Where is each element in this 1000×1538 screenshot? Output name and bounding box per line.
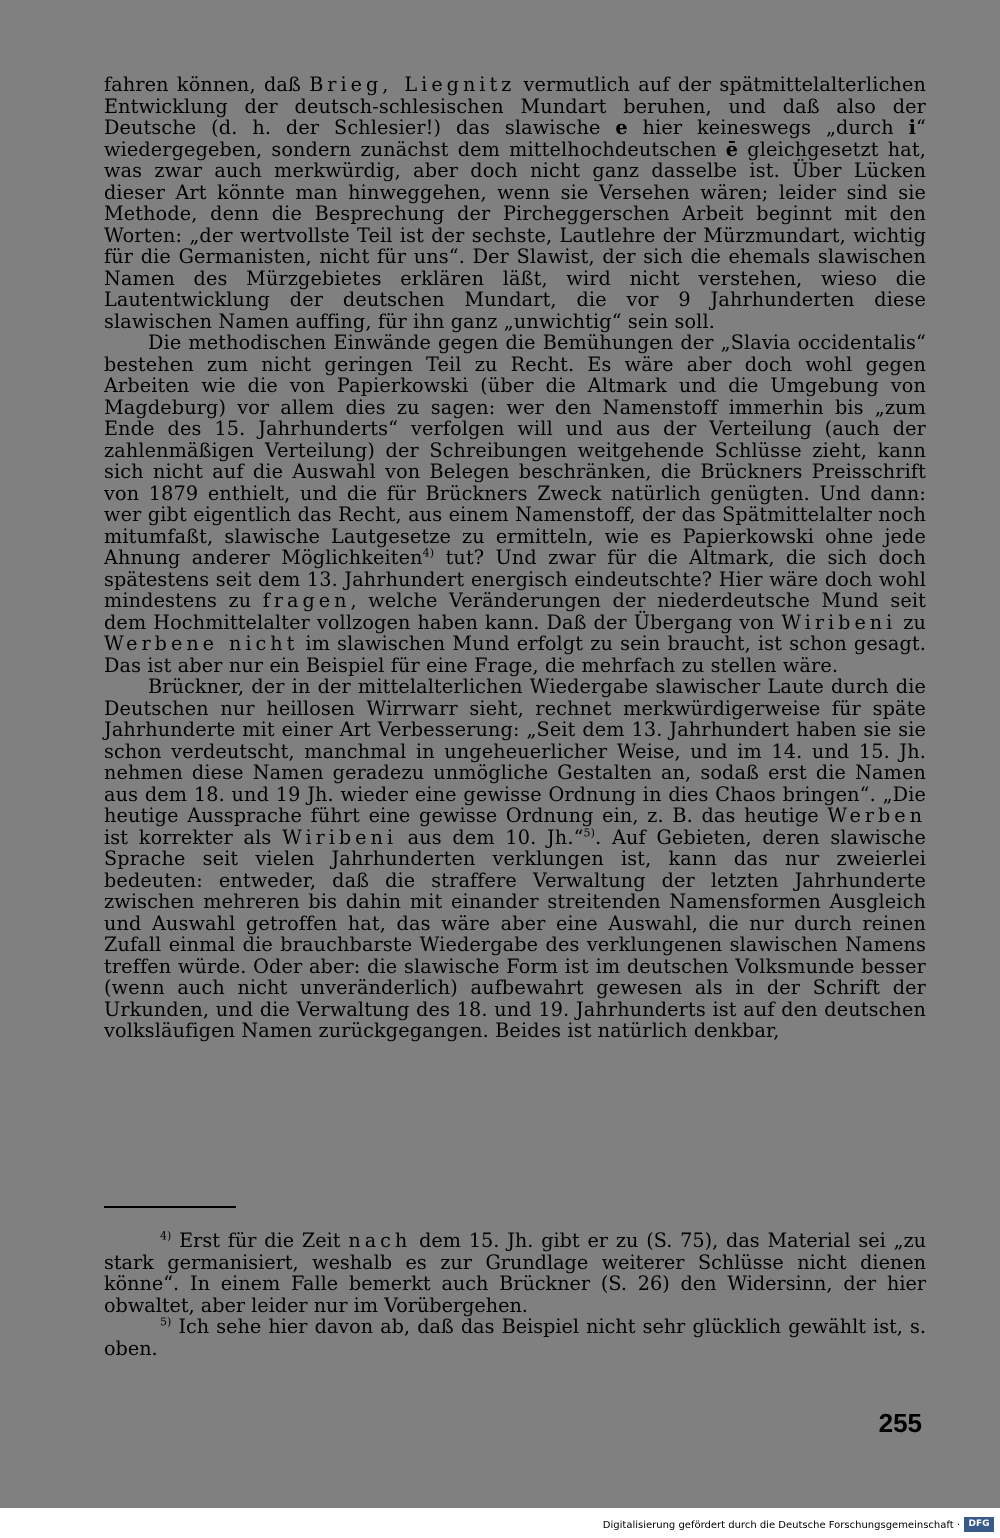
dfg-logo-icon[interactable]: DFG [964,1517,994,1532]
footnotes [104,1230,926,1359]
page-body [104,74,926,1042]
spaced-word-wiribeni: Wiribeni [282,825,398,849]
text-run: Die methodischen Einwände gegen die Bemühungen der „Slavia occidentalis“ bestehen zum nicht geringen Teil zu Recht. Es wäre aber doch wohl gegen Arbeiten wie die von Papierkowski (über die Altmark und die Umgebung von Magdeburg) vor allem dies zu sagen: wer den Namenstoff immerhin bis „zum Ende des 15. Jahrhunderts“ verfolgen will und aus der Verteilung (auch der zahlenmäßigen Verteilung) der Schreibungen weitgehende Schlüsse zieht, kann sich nicht auf die Auswahl von Belegen beschränken, die Brückners Preisschrift von 1879 enthielt, und die für Brückners Zweck natürlich genügten. Und dann: wer gibt eigentlich das Recht, aus einem Namenstoff, der das Spätmittelalter noch mitumfaßt, slawische Lautgesetze zu ermitteln, wie es Papierkowski ohne jede Ahnung anderer Möglichkeiten [104,331,926,569]
digitization-footer [0,1508,1000,1538]
footnote-marker: 5) [160,1315,172,1329]
paragraph-1 [104,74,926,332]
text-run: fahren können, daß [104,73,310,96]
text-run: tut? Und zwar für die Altmark, die sich doch spätestens seit dem 13. Jahrhundert energisch eindeutschte? Hier wäre doch wohl mindestens zu [104,546,926,612]
footnote-divider [104,1206,236,1208]
text-run: . Auf Gebieten, deren slawische Sprache seit vielen Jahrhunderten verklungen ist, kann das nur zweierlei bedeuten: entweder, daß die straffere Verwaltung der letzten Jahrhunderte zwischen mehreren bis dahin mit einander streitenden Namensformen Ausgleich und Auswahl getroffen hat, das wäre aber eine Auswahl, die nur durch reinen Zufall einmal die brauchbarste Wiedergabe des verklungenen slawischen Namens treffen würde. Oder aber: die slawische Form ist im deutschen Volksmunde besser (wenn auch nicht unveränderlich) aufbewahrt gewesen als in der Schrift der Urkunden, und die Verwaltung des 18. und 19. Jahrhunderts ist auf den deutschen volksläufigen Namen zurückgegangen. Beides ist natürlich denkbar, [104,825,926,1042]
bold-letter-e: e [615,116,628,139]
text-run: , welche Veränderungen der niederdeutsche Mund seit dem Hochmittelalter vollzogen haben kann. Daß der Übergang von [104,589,926,634]
footnote-marker: 4) [160,1229,172,1243]
text-run: vermutlich auf der spätmittelalterlichen Entwicklung der deutsch-schlesischen Mundart beruhen, und daß also der Deutsche (d. h. der Schlesier!) das slawische [104,73,926,139]
spaced-word-wiribeni: Wiribeni [781,610,897,634]
spaced-word-werben: Werben [827,804,926,827]
footnote-ref-4[interactable]: 4) [422,546,435,560]
footer-credit: Digitalisierung gefördert durch die Deutsche Forschungsgemeinschaft · [602,1520,960,1531]
footnote-5 [104,1316,926,1359]
bold-letter-e-macron: ē [725,137,739,161]
spaced-word-nach: nach [348,1229,412,1252]
text-run: Ich sehe hier davon ab, daß das Beispiel nicht sehr glücklich gewählt ist, s. oben. [104,1315,926,1360]
text-run: gleichgesetzt hat, was zwar auch merkwürdig, aber doch nicht ganz dasselbe ist. Über Lücken dieser Art könnte man hinweggehen, wenn sie Versehen wären; leider sind sie Methode, denn die Besprechung der Pircheggerschen Arbeit beginnt mit den Worten: „der wertvollste Teil ist der sechste, Lautlehre der Mürzmundart, wichtig für die Germanisten, nicht für uns“. Der Slawist, der sich die ehemals slawischen Namen des Mürzgebietes erklären läßt, wird nicht verstehen, wieso die Lautentwicklung der deutschen Mundart, die vor 9 Jahrhunderten diese slawischen Namen auffing, für ihn ganz „unwichtig“ sein soll. [104,137,926,333]
spaced-word-fragen: fragen [262,589,351,612]
bold-letter-i: i [908,116,917,139]
text-run: aus dem 10. Jh.“ [397,825,584,849]
paragraph-3 [104,676,926,1042]
footnote-4 [104,1230,926,1316]
text-run: zu [896,610,926,634]
spaced-place-names: Brieg, Liegnitz [309,73,516,96]
spaced-word-werbene: Werbene nicht [104,632,299,655]
text-run: ist korrekter als [104,825,283,849]
text-run: Brückner, der in der mittelalterlichen Wiedergabe slawischer Laute durch die Deutschen nur heillosen Wirrwarr sieht, rechnet merkwürdigerweise für späte Jahrhunderte mit einer Art Verbesserung: „Seit dem 13. Jahrhundert haben sie sie schon verdeutscht, manchmal in ungeheuerlicher Weise, und im 14. und 15. Jh. nehmen diese Namen geradezu unmögliche Gestalten an, sodaß erst die Namen aus dem 18. und 19 Jh. wieder eine gewisse Ordnung in dies Chaos bringen“. „Die heutige Aussprache führt eine gewisse Ordnung ein, z. B. das heutige [104,675,926,827]
text-run: hier keineswegs „durch [627,116,909,139]
text-run: im slawischen Mund erfolgt zu sein braucht, ist schon gesagt. Das ist aber nur ein Beispiel für eine Frage, die mehrfach zu stellen wäre. [104,632,926,677]
paragraph-2 [104,332,926,676]
page-number: 255 [878,1408,922,1438]
text-run: Erst für die Zeit [171,1229,349,1252]
footnote-ref-5[interactable]: 5) [583,826,596,840]
text-run: dem 15. Jh. gibt er zu (S. 75), das Material sei „zu stark germanisiert, weshalb es zur Grundlage weiterer Schlüsse nicht dienen könne“. In einem Falle bemerkt auch Brückner (S. 26) den Widersinn, der hier obwaltet, aber leider nur im Vorübergehen. [104,1229,927,1317]
text-run: “ wiedergegeben, sondern zunächst dem mittelhochdeutschen [104,116,926,161]
